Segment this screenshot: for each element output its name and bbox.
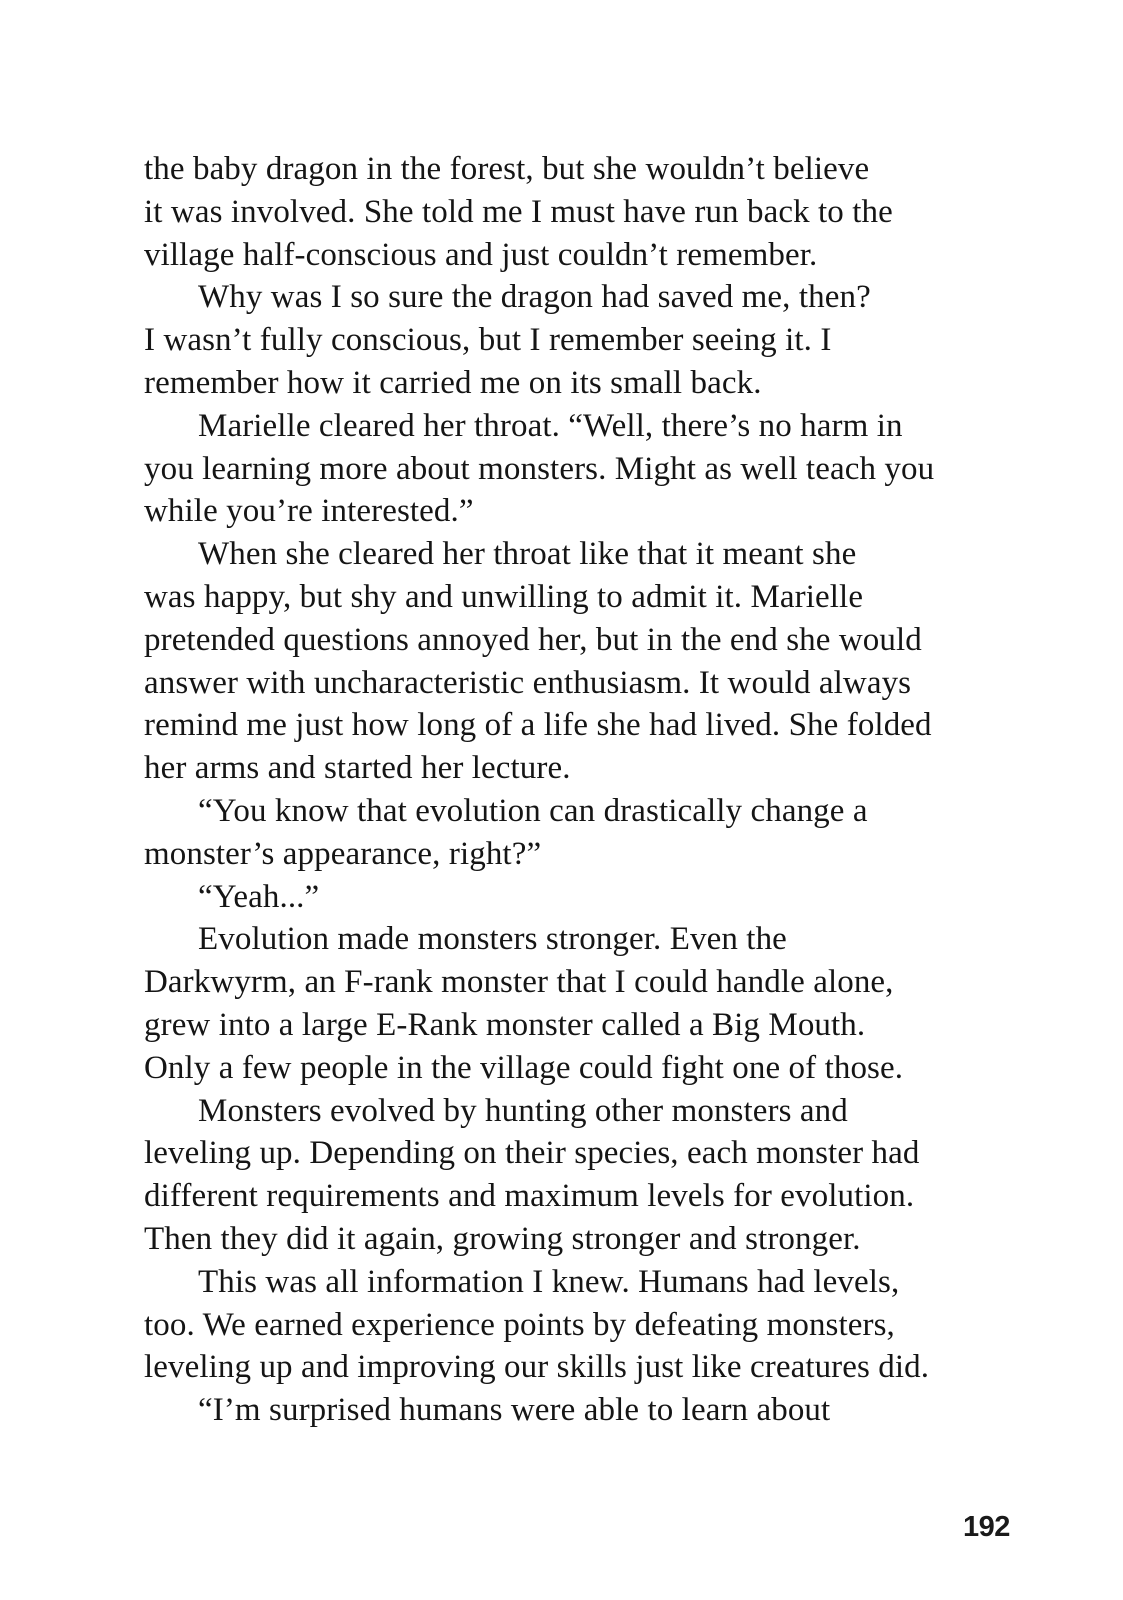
text-line: grew into a large E-Rank monster called a Big Mouth. <box>144 1006 866 1043</box>
text-line: too. We earned experience points by defeating monsters, <box>144 1306 895 1343</box>
text-line: leveling up and improving our skills just like creatures did. <box>144 1349 930 1386</box>
text-line: “I’m surprised humans were able to learn about <box>198 1392 831 1429</box>
text-line: different requirements and maximum levels for evolution. <box>144 1178 915 1215</box>
text-line: while you’re interested.” <box>144 493 474 530</box>
text-line: it was involved. She told me I must have run back to the <box>144 193 893 230</box>
text-line: monster’s appearance, right?” <box>144 835 542 872</box>
text-line: This was all information I knew. Humans had levels, <box>198 1263 900 1300</box>
text-line: Evolution made monsters stronger. Even the <box>198 921 787 958</box>
text-line: leveling up. Depending on their species, each monster had <box>144 1135 920 1172</box>
text-line: village half-conscious and just couldn’t remember. <box>144 236 818 273</box>
text-line: I wasn’t fully conscious, but I remember seeing it. I <box>144 322 832 359</box>
text-line: “You know that evolution can drastically change a <box>198 792 868 829</box>
text-line: Then they did it again, growing stronger and stronger. <box>144 1220 861 1257</box>
text-line: remember how it carried me on its small back. <box>144 364 762 401</box>
text-line: “Yeah...” <box>198 878 320 915</box>
text-line: Only a few people in the village could fight one of those. <box>144 1049 904 1086</box>
text-line: the baby dragon in the forest, but she wouldn’t believe <box>144 151 870 187</box>
text-line: remind me just how long of a life she had lived. She folded <box>144 707 932 744</box>
body-text <box>144 148 1044 1432</box>
text-line: Darkwyrm, an F-rank monster that I could handle alone, <box>144 964 894 1001</box>
text-line: Monsters evolved by hunting other monsters and <box>198 1092 848 1129</box>
page-number: 192 <box>963 1511 1010 1543</box>
text-line: you learning more about monsters. Might as well teach you <box>144 450 935 487</box>
text-line: her arms and started her lecture. <box>144 750 571 787</box>
text-line: Marielle cleared her throat. “Well, there’s no harm in <box>198 407 903 444</box>
text-line: Why was I so sure the dragon had saved me, then? <box>198 279 871 316</box>
text-line: was happy, but shy and unwilling to admit it. Marielle <box>144 578 864 615</box>
text-line: answer with uncharacteristic enthusiasm. It would always <box>144 664 912 701</box>
text-line: pretended questions annoyed her, but in the end she would <box>144 621 922 658</box>
text-line: When she cleared her throat like that it meant she <box>198 536 857 573</box>
